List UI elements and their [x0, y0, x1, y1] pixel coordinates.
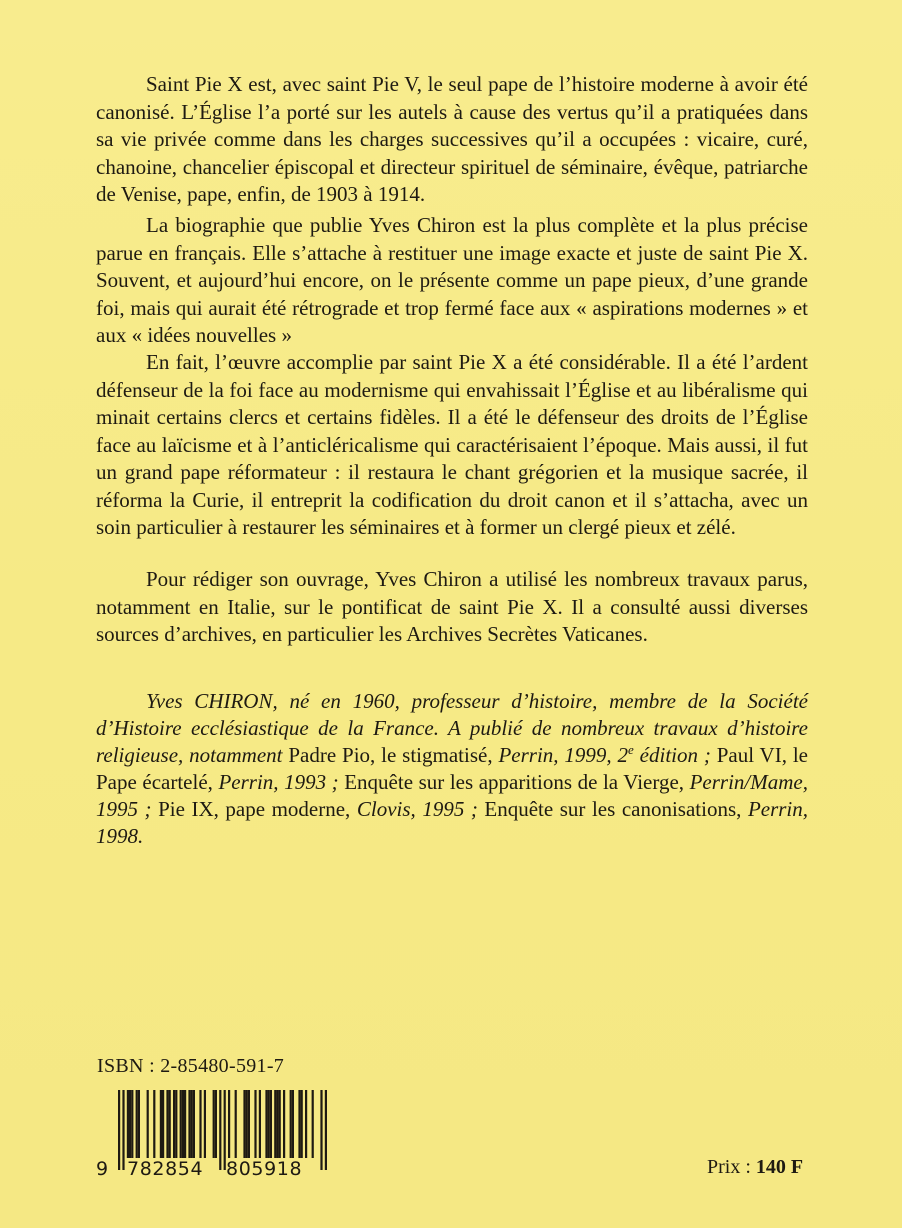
price-tag: [707, 1156, 803, 1179]
summary-paragraph-4: [96, 566, 808, 649]
barcode-bar: [283, 1090, 285, 1158]
bio-italic: Yves CHIRON, né en 1960, professeur d’histoire, membre de la Société d’Histoire ecclésiastique de la France. A publié de nombreux travaux d’histoire religieuse, notamment: [96, 689, 808, 767]
book-title: Enquête sur les apparitions de la Vierge,: [344, 770, 690, 794]
barcode-bar: [127, 1090, 129, 1158]
paragraph-text: Saint Pie X est, avec saint Pie V, le seul pape de l’histoire moderne à avoir été canonisé. L’Église l’a porté sur les autels à cause des vertus qu’il a pratiquées dans sa vie privée comme dans les charges successives qu’il a occupées : vicaire, curé, chanoine, chancelier épiscopal et directeur spirituel de séminaire, évêque, patriarche de Venise, pape, enfin, de 1903 à 1914.: [96, 72, 808, 206]
bio-superscript: e: [628, 742, 634, 757]
barcode-bar: [131, 1090, 133, 1158]
barcode-bar: [153, 1090, 155, 1158]
barcode-bar: [122, 1090, 124, 1170]
bio-italic: Perrin, 1999, 2: [498, 743, 629, 767]
summary-paragraph-1: [96, 71, 808, 209]
author-bio: [96, 688, 808, 850]
price-value: 140 F: [755, 1156, 804, 1178]
bio-italic: édition ;: [633, 743, 717, 767]
barcode-bar: [169, 1090, 171, 1158]
barcode-right-digits: 805918: [226, 1158, 303, 1180]
book-title: Enquête sur les canonisations,: [484, 797, 748, 821]
barcode-bar: [270, 1090, 272, 1158]
barcode: [96, 1088, 336, 1180]
author-bio-text: [96, 688, 808, 850]
barcode-bar: [162, 1090, 164, 1158]
summary-paragraph-3: [96, 349, 808, 542]
barcode-bar: [160, 1090, 162, 1158]
barcode-bar: [259, 1090, 261, 1158]
paragraph-text: La biographie que publie Yves Chiron est la plus complète et la plus précise parue en français. Elle s’attache à restituer une image exacte et juste de saint Pie X. Souvent, et aujourd’hui encore, on le présente comme un pape pieux, d’une grande foi, mais qui aurait été rétrograde et trop fermé face aux « aspirations modernes » et aux « idées nouvelles »: [96, 213, 808, 347]
barcode-bar: [276, 1090, 278, 1158]
price-label: Prix :: [707, 1156, 756, 1178]
barcode-bar: [188, 1090, 190, 1158]
barcode-bar: [129, 1090, 131, 1158]
barcode-bar: [265, 1090, 267, 1158]
barcode-bar: [248, 1090, 250, 1158]
bio-italic: Perrin/Mame, 1995 ;: [96, 770, 809, 821]
barcode-bar: [301, 1090, 303, 1158]
book-title: Paul VI, le Pape écartelé,: [96, 743, 808, 794]
barcode-bar: [175, 1090, 177, 1158]
barcode-bar: [268, 1090, 270, 1158]
summary-paragraph-2: [96, 212, 808, 350]
paragraph-text: Pour rédiger son ouvrage, Yves Chiron a utilisé les nombreux travaux parus, notamment en Italie, sur le pontificat de saint Pie X. Il a consulté aussi diverses sources d’archives, en particulier les Archives Secrètes Vaticanes.: [96, 567, 808, 646]
barcode-bar: [199, 1090, 201, 1158]
barcode-bar: [182, 1090, 184, 1158]
barcode-bar: [138, 1090, 140, 1158]
barcode-bar: [305, 1090, 307, 1158]
isbn-label: ISBN : 2-85480-591-7: [97, 1055, 285, 1077]
barcode-bar: [246, 1090, 248, 1158]
barcode-left-digits: 782854: [127, 1158, 204, 1180]
bio-italic: Perrin, 1998.: [96, 797, 809, 848]
barcode-bar: [213, 1090, 215, 1158]
barcode-bar: [279, 1090, 281, 1158]
barcode-bar: [193, 1090, 195, 1158]
barcode-bar: [228, 1090, 230, 1158]
barcode-bar: [166, 1090, 168, 1158]
barcode-bar: [312, 1090, 314, 1158]
barcode-bar: [173, 1090, 175, 1158]
barcode-bar: [325, 1090, 327, 1170]
barcode-bar: [118, 1090, 120, 1170]
barcode-bar: [274, 1090, 276, 1158]
barcode-bar: [243, 1090, 245, 1158]
barcode-bar: [320, 1090, 322, 1170]
barcode-bar: [184, 1090, 186, 1158]
barcode-bar: [298, 1090, 300, 1158]
book-title: Padre Pio, le stigmatisé,: [288, 743, 499, 767]
barcode-bar: [180, 1090, 182, 1158]
barcode-bar: [292, 1090, 294, 1158]
barcode-bar: [235, 1090, 237, 1158]
barcode-bar: [290, 1090, 292, 1158]
barcode-graphic: [96, 1088, 336, 1180]
book-title: Pie IX, pape moderne,: [158, 797, 357, 821]
barcode-bar: [147, 1090, 149, 1158]
barcode-bar: [136, 1090, 138, 1158]
barcode-bar: [215, 1090, 217, 1158]
barcode-lead-digit: 9: [96, 1158, 109, 1180]
bio-italic: Clovis, 1995 ;: [356, 797, 485, 821]
barcode-bar: [219, 1090, 221, 1170]
paragraph-text: En fait, l’œuvre accomplie par saint Pie X a été considérable. Il a été l’ardent défenseur de la foi face au modernisme qui envahissait l’Église et au libéralisme qui minait certains clercs et certains fidèles. Il a été le défenseur des droits de l’Église face au laïcisme et à l’anticléricalisme qui caractérisaient l’époque. Mais aussi, il fut un grand pape réformateur : il restaura le chant grégorien et la musique sacrée, il réforma la Curie, il entreprit la codification du droit canon et il s’attacha, avec un soin particulier à restaurer les séminaires et à former un clergé pieux et zélé.: [96, 350, 808, 539]
barcode-bar: [191, 1090, 193, 1158]
barcode-bar: [204, 1090, 206, 1158]
barcode-bar: [254, 1090, 256, 1158]
bio-italic: Perrin, 1993 ;: [218, 770, 345, 794]
